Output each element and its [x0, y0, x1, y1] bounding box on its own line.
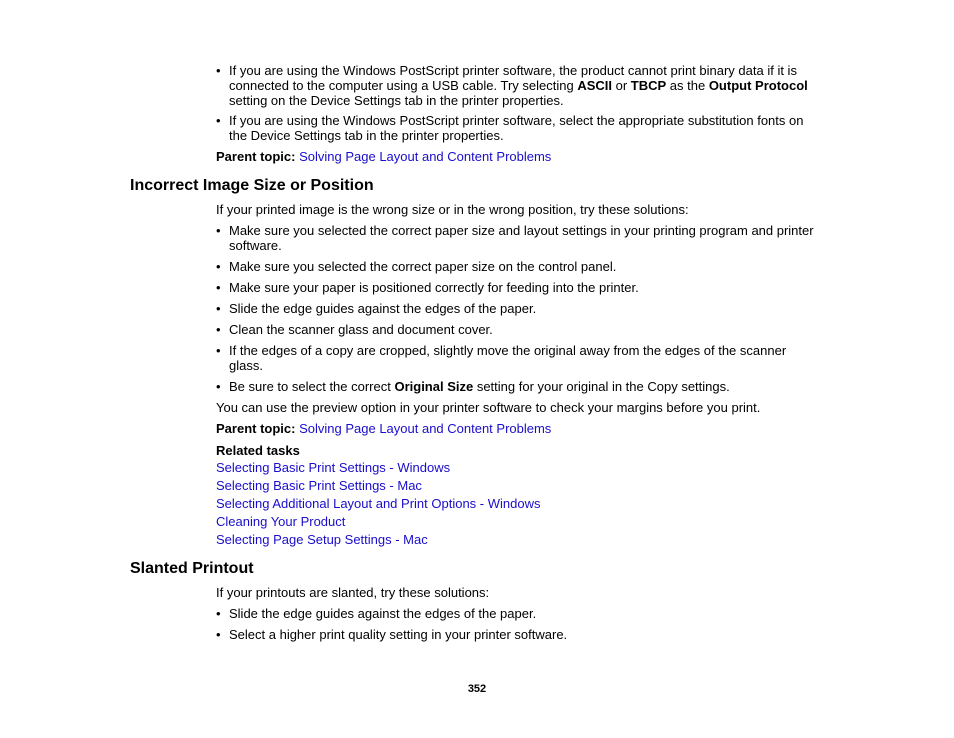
text-span: connected to the computer using a USB cable. Try selecting — [229, 78, 578, 93]
bullet-marker: • — [216, 259, 221, 274]
list-item-text: Make sure your paper is positioned correctly for feeding into the printer. — [229, 280, 639, 295]
related-task-link[interactable]: Selecting Basic Print Settings - Windows — [216, 460, 451, 475]
section-intro: If your printed image is the wrong size or in the wrong position, try these solutions: — [216, 202, 689, 217]
related-tasks-label — [216, 443, 821, 458]
text-line: If the edges of a copy are cropped, slightly move the original away from the edges of the scanner — [229, 343, 787, 358]
text-span: setting for your original in the Copy settings. — [473, 379, 730, 394]
section-note: You can use the preview option in your printer software to check your margins before you print. — [216, 400, 761, 415]
bullet-marker: • — [216, 223, 221, 238]
text-line: If you are using the Windows PostScript printer software, select the appropriate substitution fonts on — [229, 113, 804, 128]
parent-topic-label: Parent topic: — [216, 149, 296, 164]
parent-topic — [216, 421, 821, 436]
list-item-text: Slide the edge guides against the edges of the paper. — [229, 606, 537, 621]
page-number: 352 — [467, 683, 487, 695]
list-item-text — [229, 223, 821, 253]
text-span: Be sure to select the correct — [229, 379, 395, 394]
bullet-marker: • — [216, 379, 221, 394]
output-protocol-term: Output Protocol — [708, 78, 808, 93]
list-item-text: Slide the edge guides against the edges of the paper. — [229, 301, 537, 316]
text-line: setting on the Device Settings tab in the printer properties. — [229, 93, 564, 108]
list-item-text: Make sure you selected the correct paper size on the control panel. — [229, 259, 617, 274]
text-line: Make sure you selected the correct paper size and layout settings in your printing program and printer — [229, 223, 814, 238]
related-task-link[interactable]: Cleaning Your Product — [216, 514, 346, 529]
tbcp-term: TBCP — [630, 78, 667, 93]
parent-topic-link[interactable]: Solving Page Layout and Content Problems — [299, 149, 552, 164]
related-task-link[interactable]: Selecting Additional Layout and Print Options - Windows — [216, 496, 541, 511]
text-line: If you are using the Windows PostScript printer software, the product cannot print binary data if it is — [229, 63, 797, 78]
list-item-text — [229, 343, 821, 373]
list-item-text — [229, 113, 821, 143]
bullet-marker: • — [216, 301, 221, 316]
text-line: the Device Settings tab in the printer properties. — [229, 128, 504, 143]
list-item-text: Clean the scanner glass and document cover. — [229, 322, 493, 337]
parent-topic-link[interactable]: Solving Page Layout and Content Problems — [299, 421, 552, 436]
related-task-link[interactable]: Selecting Page Setup Settings - Mac — [216, 532, 428, 547]
parent-topic-label: Parent topic: — [216, 421, 296, 436]
related-task-link[interactable]: Selecting Basic Print Settings - Mac — [216, 478, 422, 493]
bullet-marker: • — [216, 63, 221, 78]
text-line — [229, 78, 821, 93]
list-item-text: Select a higher print quality setting in your printer software. — [229, 627, 568, 642]
section-heading: Incorrect Image Size or Position — [130, 177, 374, 194]
text-span: or — [611, 78, 631, 93]
section-heading: Slanted Printout — [130, 560, 254, 577]
list-item-text — [229, 379, 821, 394]
bullet-marker: • — [216, 280, 221, 295]
text-line: software. — [229, 238, 282, 253]
ascii-term: ASCII — [577, 78, 612, 93]
related-tasks-heading: Related tasks — [216, 443, 300, 458]
list-item-text — [229, 63, 821, 108]
bullet-marker: • — [216, 343, 221, 358]
bullet-marker: • — [216, 322, 221, 337]
bullet-marker: • — [216, 627, 221, 642]
original-size-term: Original Size — [394, 379, 474, 394]
section-intro: If your printouts are slanted, try these solutions: — [216, 585, 490, 600]
parent-topic — [216, 149, 821, 164]
text-span: as the — [666, 78, 709, 93]
bullet-marker: • — [216, 606, 221, 621]
bullet-marker: • — [216, 113, 221, 128]
text-line: glass. — [229, 358, 263, 373]
